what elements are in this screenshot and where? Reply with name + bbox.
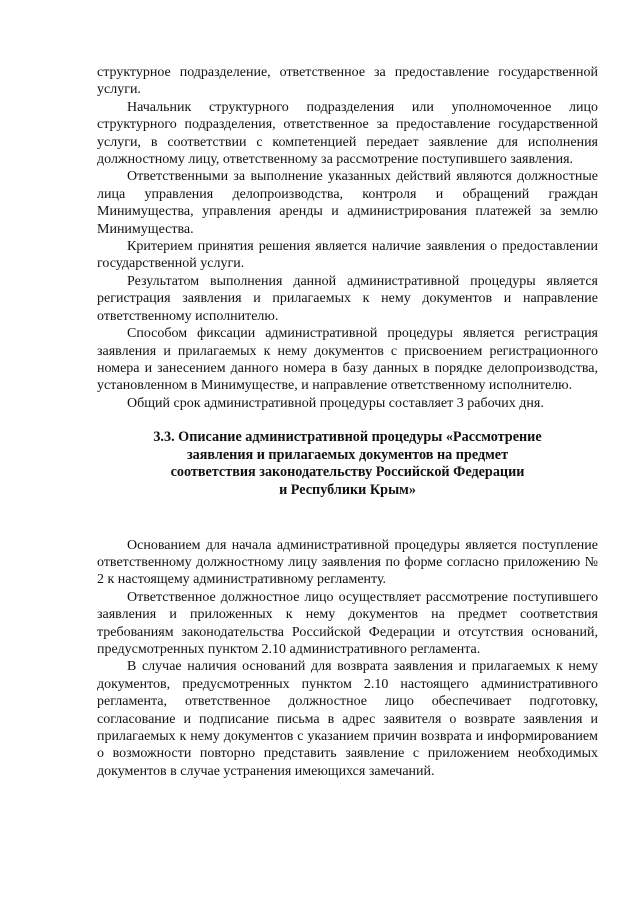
paragraph-decision-criterion: Критерием принятия решения является наличие заявления о предоставлении государственной услуги. — [97, 239, 598, 272]
section-heading-line: соответствия законодательству Российской Федерации — [170, 464, 525, 481]
paragraph-continuation: структурное подразделение, ответственное за предоставление государственной услуги. — [97, 65, 598, 98]
section-heading-line: заявления и прилагаемых документов на предмет — [186, 446, 509, 463]
paragraph-review: Ответственное должностное лицо осуществляет рассмотрение поступившего заявления и приложенных к нему документов на предмет соответствия требованиям законодательства Российской Федерации и отсутствия оснований, предусмотренных пунктом 2.10 административного регламента. — [97, 589, 598, 657]
section-heading — [97, 429, 598, 536]
section-heading-line: и Республики Крым» — [279, 481, 416, 498]
paragraph-responsible-officials: Ответственными за выполнение указанных действий являются должностные лица управления делопроизводства, контроля и обращений граждан Минимущества, управления аренды и администрирования платежей за землю Минимущества. — [97, 169, 598, 237]
paragraph-basis: Основанием для начала административной процедуры является поступление ответственному должностному лицу заявления по форме согласно приложению № 2 к настоящему административному регламенту. — [97, 537, 598, 588]
paragraph-fixation-method: Способом фиксации административной процедуры является регистрация заявления и прилагаемых к нему документов с присвоением регистрационного номера и занесением данного номера в базу данных в порядке делопроизводства, установленном в Минимуществе, и направление ответственному исполнителю. — [97, 326, 598, 394]
paragraph-head-of-unit: Начальник структурного подразделения или уполномоченное лицо структурного подразделения, ответственное за предоставление государственной услуги, в соответствии с компетенцией передает заявление для исполнения должностному лицу, ответственному за рассмотрение поступившего заявления. — [97, 99, 598, 168]
paragraph-total-term: Общий срок административной процедуры составляет 3 рабочих дня. — [127, 395, 544, 411]
section-heading-line: 3.3. Описание административной процедуры «Рассмотрение — [153, 429, 542, 446]
paragraph-return-case: В случае наличия оснований для возврата заявления и прилагаемых к нему документов, предусмотренных пунктом 2.10 настоящего административного регламента, ответственное должностное лицо обеспечивает подготовку, согласование и подписание письма в адрес заявителя о возврате заявления и прилагаемых к нему документов с указанием причин возврата и информированием о возможности повторно представить заявление с приложением необходимых документов в случае устранения имеющихся замечаний. — [97, 659, 598, 779]
page-body — [97, 64, 598, 780]
paragraph-procedure-result: Результатом выполнения данной административной процедуры является регистрация заявления и прилагаемых к нему документов и направление ответственному исполнителю. — [97, 273, 598, 324]
